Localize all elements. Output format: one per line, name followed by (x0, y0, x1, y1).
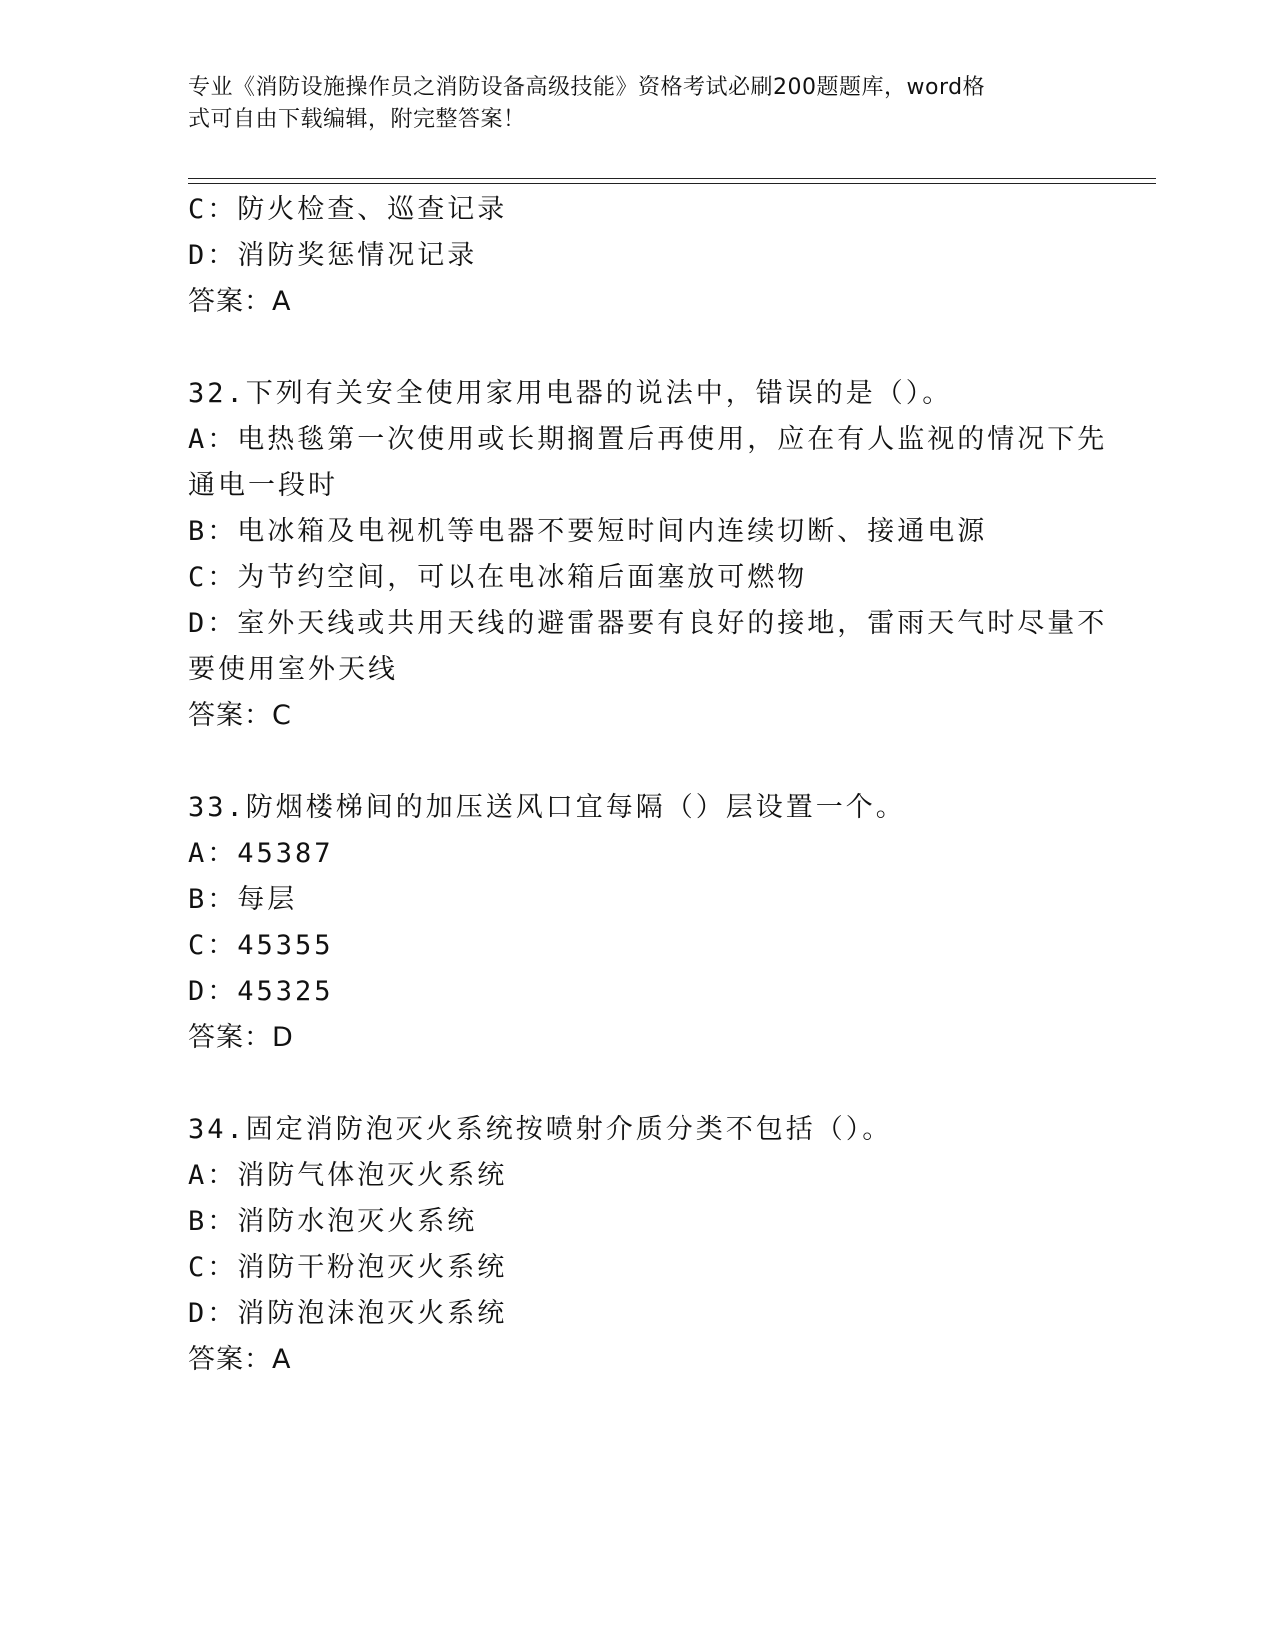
question-34-answer: 答案：A (188, 1344, 292, 1375)
question-32-stem: 32.下列有关安全使用家用电器的说法中，错误的是（）。 (188, 378, 953, 409)
question-content (188, 187, 1108, 1383)
question-33-stem: 33.防烟楼梯间的加压送风口宜每隔（）层设置一个。 (188, 792, 906, 823)
header-divider-top (188, 178, 1156, 179)
prev-option-c: C：防火检查、巡查记录 (188, 194, 508, 225)
header-line-1: 专业《消防设施操作员之消防设备高级技能》资格考试必刷200题题库，word格 (188, 75, 986, 100)
question-34-option-b: B：消防水泡灭火系统 (188, 1206, 478, 1237)
question-32-option-b: B：电冰箱及电视机等电器不要短时间内连续切断、接通电源 (188, 516, 988, 547)
spacer (188, 325, 1088, 371)
question-34-stem: 34.固定消防泡灭火系统按喷射介质分类不包括（）。 (188, 1114, 893, 1145)
question-32-option-a-line-2: 通电一段时 (188, 470, 338, 501)
question-33-option-c: C：45355 (188, 930, 334, 961)
question-33-option-a: A：45387 (188, 838, 334, 869)
question-34-option-d: D：消防泡沫泡灭火系统 (188, 1298, 508, 1329)
question-32-option-d-line-1: D：室外天线或共用天线的避雷器要有良好的接地，雷雨天气时尽量不 (188, 608, 1108, 639)
document-header (188, 72, 1068, 136)
question-32-option-c: C：为节约空间，可以在电冰箱后面塞放可燃物 (188, 562, 808, 593)
question-34-option-a: A：消防气体泡灭火系统 (188, 1160, 508, 1191)
question-32-answer: 答案：C (188, 700, 292, 731)
spacer (188, 1061, 1088, 1107)
prev-option-d: D：消防奖惩情况记录 (188, 240, 478, 271)
question-33-answer: 答案：D (188, 1022, 294, 1053)
question-33-option-d: D：45325 (188, 976, 334, 1007)
question-32-option-d-line-2: 要使用室外天线 (188, 654, 398, 685)
question-32-option-a-line-1: A：电热毯第一次使用或长期搁置后再使用，应在有人监视的情况下先 (188, 424, 1108, 455)
spacer (188, 739, 1088, 785)
prev-answer: 答案：A (188, 286, 292, 317)
question-34-option-c: C：消防干粉泡灭火系统 (188, 1252, 508, 1283)
header-divider-bottom (188, 183, 1156, 184)
question-33-option-b: B：每层 (188, 884, 298, 915)
header-line-2: 式可自由下载编辑，附完整答案！ (188, 107, 526, 132)
